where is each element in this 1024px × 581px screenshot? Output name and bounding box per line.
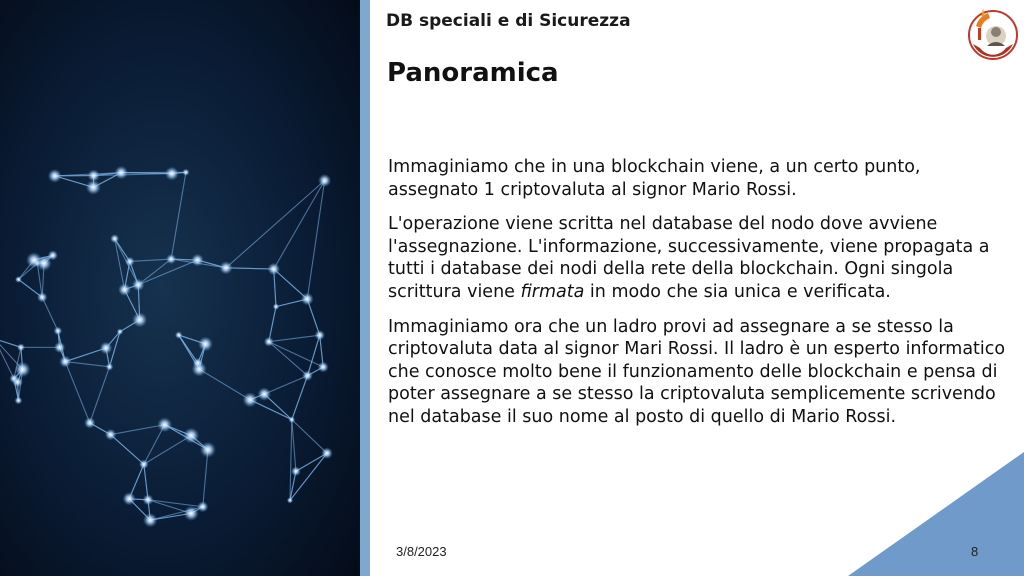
network-node: [123, 492, 136, 505]
network-node: [184, 506, 199, 521]
network-node: [114, 166, 128, 180]
network-node: [321, 447, 333, 459]
network-node: [48, 250, 58, 260]
body-text: [388, 156, 1008, 441]
network-node: [291, 466, 301, 476]
network-node: [302, 370, 313, 381]
network-node: [86, 180, 101, 195]
network-node: [166, 254, 176, 264]
emphasis-firmata: firmata: [521, 282, 585, 302]
network-node: [37, 292, 47, 302]
network-node: [182, 169, 189, 176]
accent-bar: [360, 0, 370, 576]
network-node: [183, 428, 199, 444]
network-node: [12, 377, 23, 388]
network-node: [287, 497, 293, 503]
network-node: [193, 358, 203, 368]
network-node: [48, 169, 62, 183]
network-node: [17, 343, 25, 351]
blue-corner-triangle: [848, 452, 1024, 576]
network-node: [191, 254, 204, 267]
network-node: [315, 330, 325, 340]
network-node: [132, 312, 147, 327]
page-title: Panoramica: [387, 58, 559, 88]
network-node: [258, 387, 271, 400]
network-node: [88, 169, 100, 181]
network-node: [105, 429, 116, 440]
university-seal-logo: [966, 4, 1018, 62]
network-node: [318, 174, 331, 187]
network-node: [84, 417, 95, 428]
network-node: [143, 494, 154, 505]
network-node: [117, 328, 124, 335]
network-globe-image: [0, 0, 360, 576]
paragraph-1: Immaginiamo che in una blockchain viene, a un certo punto, assegnato 1 criptovaluta al signor Mario Rossi.: [388, 156, 1008, 201]
network-node: [54, 342, 65, 353]
network-node: [288, 416, 295, 423]
network-node: [175, 331, 183, 339]
paragraph-2-text-end: in modo che sia unica e verificata.: [584, 282, 891, 302]
network-node: [318, 362, 329, 373]
network-node: [59, 356, 71, 368]
network-node: [54, 327, 63, 336]
network-node: [200, 442, 216, 458]
network-node: [110, 234, 119, 243]
network-node: [139, 459, 149, 469]
network-node: [118, 283, 131, 296]
network-node: [26, 252, 42, 268]
network-node: [301, 293, 314, 306]
page-number: 8: [971, 544, 978, 559]
network-node: [157, 417, 172, 432]
paragraph-2: [388, 213, 1008, 303]
network-node: [14, 397, 22, 405]
network-node: [15, 276, 22, 283]
network-node: [267, 263, 280, 276]
paragraph-3: Immaginiamo ora che un ladro provi ad assegnare a se stesso la criptovaluta data al signor Mari Rossi. Il ladro è un esperto informatico che conosce molto bene il funzionamento delle blockchain e pensa di poter assegnare a se stesso la criptovaluta semplicemente scrivendo nel database il suo nome al posto di quello di Mario Rossi.: [388, 316, 1008, 429]
network-node: [243, 392, 258, 407]
network-node: [125, 257, 135, 267]
network-node: [197, 501, 208, 512]
network-node: [264, 337, 274, 347]
network-node: [132, 279, 144, 291]
network-node: [219, 261, 232, 274]
network-node: [15, 362, 31, 378]
paragraph-2-text: L'operazione viene scritta nel database del nodo dove avviene l'assegnazione. L'informazione, successivamente, viene propagata a tutti i database dei nodi della rete della blockchain. Ogni singola scrittura viene: [388, 214, 989, 302]
header-title: DB speciali e di Sicurezza: [386, 11, 631, 31]
network-node: [100, 342, 113, 355]
network-node: [198, 337, 213, 352]
network-node: [143, 513, 157, 527]
network-node: [165, 167, 179, 181]
network-node: [273, 303, 280, 310]
footer-date: 3/8/2023: [396, 544, 447, 559]
network-node: [106, 363, 114, 371]
